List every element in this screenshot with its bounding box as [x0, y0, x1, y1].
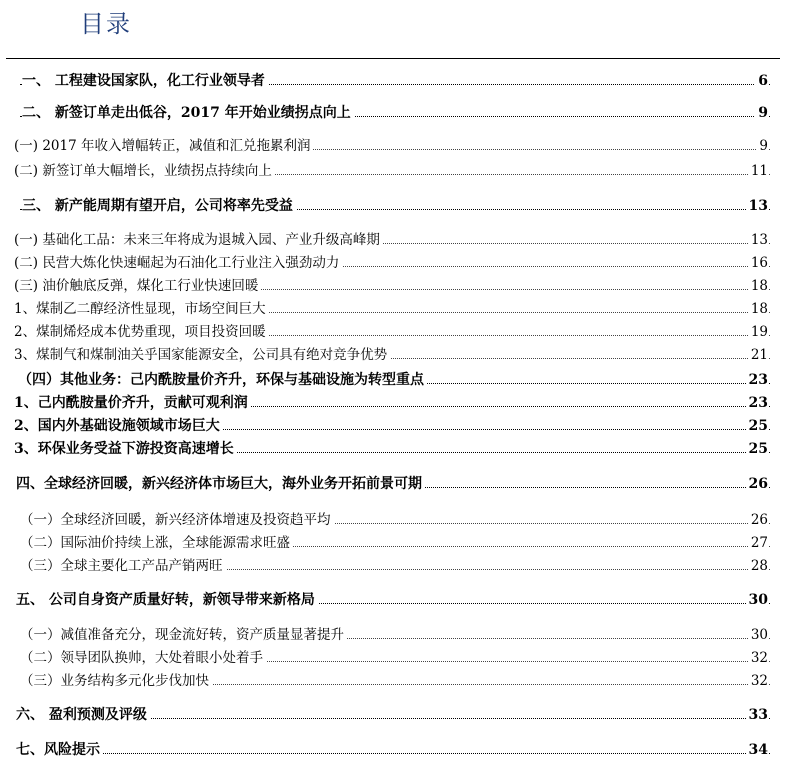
toc-entry-5-1[interactable]: [0, 625, 790, 645]
toc-entry-text: 2、煤制烯烃成本优势重现，项目投资回暖: [14, 322, 269, 342]
toc-entry-text: 七、风险提示: [16, 740, 103, 760]
toc-entry-page: 9: [756, 136, 768, 156]
toc-entry-page: 13: [746, 196, 768, 216]
toc-entry-page: 6: [755, 71, 768, 91]
toc-entry-3-3-2[interactable]: [0, 322, 790, 342]
toc-entry-text: 1、己内酰胺量价齐升，贡献可观利润: [14, 393, 251, 413]
toc-entry-page: 25: [746, 439, 768, 459]
toc-entry-2-2[interactable]: [0, 161, 790, 181]
toc-entry-2[interactable]: [0, 103, 790, 123]
toc-entry-text: 一、 工程建设国家队，化工行业领导者: [22, 71, 268, 91]
toc-entry-text: （三）业务结构多元化步伐加快: [20, 671, 212, 691]
toc-entry-3-2[interactable]: [0, 253, 790, 273]
toc-entry-3-4-3[interactable]: [0, 439, 790, 459]
toc-entry-3-1[interactable]: [0, 230, 790, 250]
toc-entry-page: 21: [748, 345, 768, 365]
toc-entry-text: （四）其他业务：己内酰胺量价齐升，环保与基础设施为转型重点: [18, 370, 427, 390]
toc-entry-text: 五、 公司自身资产质量好转，新领导带来新格局: [16, 590, 318, 610]
toc-entry-4-3[interactable]: [0, 556, 790, 576]
toc-entry-text: 二、 新签订单走出低谷，2017 年开始业绩拐点向上: [22, 103, 354, 123]
toc-entry-page: 23: [746, 370, 768, 390]
toc-entry-text: 六、 盈利预测及评级: [16, 705, 150, 725]
toc-entry-page: 32: [748, 648, 768, 668]
toc-entry-3[interactable]: [0, 196, 790, 216]
toc-leader: [20, 753, 770, 754]
toc-entry-page: 32: [748, 671, 768, 691]
toc-entry-page: 30: [748, 625, 768, 645]
toc-entry-text: 1、煤制乙二醇经济性显现，市场空间巨大: [14, 299, 269, 319]
toc-entry-4[interactable]: [0, 474, 790, 494]
toc-entry-page: 27: [748, 533, 768, 553]
toc-entry-text: （三）全球主要化工产品产销两旺: [20, 556, 226, 576]
toc-entry-page: 13: [748, 230, 768, 250]
toc-entry-text: (三) 油价触底反弹，煤化工行业快速回暖: [14, 276, 261, 296]
toc-entry-3-3-1[interactable]: [0, 299, 790, 319]
toc-entry-text: (一) 2017 年收入增幅转正，减值和汇兑拖累利润: [14, 136, 313, 156]
toc-entry-3-4[interactable]: [0, 370, 790, 390]
toc-entry-page: 9: [755, 103, 768, 123]
toc-entry-text: （一）全球经济回暖，新兴经济体增速及投资趋平均: [20, 510, 334, 530]
toc-entry-3-3-3[interactable]: [0, 345, 790, 365]
toc-entry-text: （二）国际油价持续上涨，全球能源需求旺盛: [20, 533, 293, 553]
toc-entry-text: (一) 基础化工品：未来三年将成为退城入园、产业升级高峰期: [14, 230, 383, 250]
toc-entry-4-1[interactable]: [0, 510, 790, 530]
toc-entry-text: 2、国内外基础设施领域市场巨大: [14, 416, 223, 436]
toc-entry-text: (二) 民营大炼化快速崛起为石油化工行业注入强劲动力: [14, 253, 342, 273]
toc-entry-3-4-2[interactable]: [0, 416, 790, 436]
toc-entry-5-3[interactable]: [0, 671, 790, 691]
toc-entry-4-2[interactable]: [0, 533, 790, 553]
toc-entry-page: 16: [748, 253, 768, 273]
toc-entry-6[interactable]: [0, 705, 790, 725]
toc-entry-text: （一）减值准备充分，现金流好转，资产质量显著提升: [20, 625, 347, 645]
toc-entry-7[interactable]: [0, 740, 790, 760]
toc-entry-page: 19: [748, 322, 768, 342]
toc-entry-page: 33: [746, 705, 768, 725]
page-title: 目录: [80, 10, 132, 38]
toc-entry-3-3[interactable]: [0, 276, 790, 296]
toc-entry-page: 18: [748, 276, 768, 296]
toc-entry-2-1[interactable]: [0, 136, 790, 156]
toc-entry-page: 26: [748, 510, 768, 530]
toc-entry-5-2[interactable]: [0, 648, 790, 668]
toc-entry-page: 34: [746, 740, 768, 760]
toc-entry-page: 18: [748, 299, 768, 319]
toc-entry-page: 11: [748, 161, 768, 181]
toc-entry-5[interactable]: [0, 590, 790, 610]
toc-entry-page: 30: [746, 590, 768, 610]
toc-entry-3-4-1[interactable]: [0, 393, 790, 413]
toc-entry-text: (二) 新签订单大幅增长，业绩拐点持续向上: [14, 161, 275, 181]
toc-entry-text: 3、煤制气和煤制油关乎国家能源安全，公司具有绝对竞争优势: [14, 345, 390, 365]
toc-entry-text: （二）领导团队换帅，大处着眼小处着手: [20, 648, 266, 668]
toc-entry-page: 25: [746, 416, 768, 436]
toc-entry-page: 23: [746, 393, 768, 413]
toc-entry-text: 3、环保业务受益下游投资高速增长: [14, 439, 237, 459]
toc-entry-text: 四、全球经济回暖，新兴经济体市场巨大，海外业务开拓前景可期: [16, 474, 425, 494]
toc-entry-1[interactable]: [0, 71, 790, 91]
toc-entry-text: 三、 新产能周期有望开启，公司将率先受益: [22, 196, 296, 216]
toc-entry-page: 26: [746, 474, 768, 494]
toc-entry-page: 28: [748, 556, 768, 576]
